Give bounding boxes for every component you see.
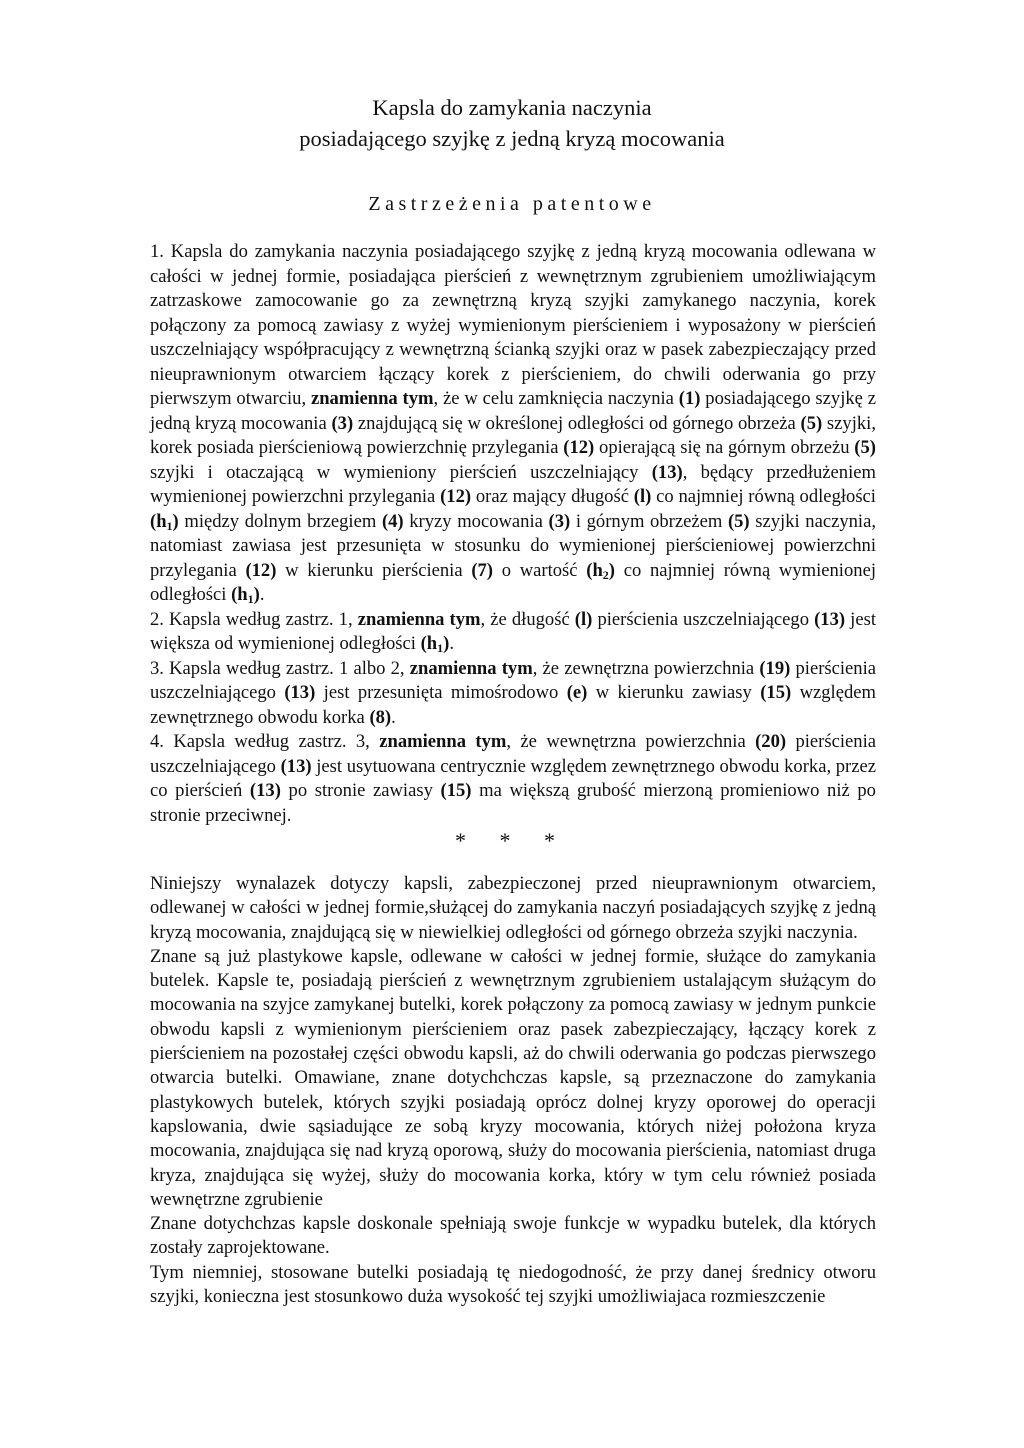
claim-text-segment: ) [172,510,179,532]
document-title [0,92,1024,154]
claim-text-segment: ma większą grubość mierzoną promieniowo niż po stronie przeciwnej. [150,780,876,826]
claim-text-segment: (7) [471,559,493,581]
claim-text-segment: posiadającego szyjkę z jedną kryzą mocowania [150,388,876,434]
claim-text-segment: (h [420,633,438,654]
claim-text-segment: co najmniej równą odległości [651,486,876,507]
claim-text-segment: opierającą się na górnym obrzeżu [594,437,855,458]
claim-text-segment: (e) [566,682,588,703]
claim-text-segment: co najmniej równą wymienionej odległości [150,559,876,605]
claim-text-segment: oraz mający długość [471,486,634,507]
claim-text-segment: (h [150,510,167,532]
claim-text-segment: (l) [574,608,593,630]
claim-text-segment: 2 [602,567,609,582]
claim-text-segment: (1) [678,388,701,409]
claim-text-segment: , że w celu zamknięcia naczynia [433,388,679,409]
claim-text-segment: (h [231,584,248,605]
claim-text-segment: szyjki i otaczającą w wymieniony pierścień uszczelniający [150,461,652,483]
description-paragraph: Znane są już plastykowe kapsle, odlewane w całości w jednej formie, służące do zamykania butelek. Kapsle te, posiadają pierścień z wewnętrznym zgrubieniem ustalającym służącym do mocowania na szyjce zamykanej butelki, korek połączony za pomocą zawiasy w jednym punkcie obwodu kapsli z wymienionym pierścieniem oraz pasek zabezpieczający, łączący korek z pierścieniem na pozostałej części obwodu kapsli, aż do chwili oderwania go podczas pierwszego otwarcia butelki. Omawiane, znane dotychchczas kapsle, są przeznaczone do zamykania plastykowych butelek, których szyjki posiadają oprócz dolnej kryzy oporowej do operacji kapslowania, dwie sąsiadujące ze sobą kryzy mocowania, których niżej położona kryza mocowania, znajdująca się nad kryzą oporową, służy do mocowania pierścienia, natomiast druga kryza, znajdująca się wyżej, służy do mocowania korka, który w tym celu również posiada wewnętrzne zgrubienie [150,945,876,1210]
claim-text-segment: (l) [633,486,652,507]
description-section [150,872,876,1309]
claim-text-segment: jest usytuowana centrycznie względem zewnętrznego obwodu korka, przez co pierścień [150,755,876,801]
claim-text-segment: (3) [331,412,354,434]
claim-text-segment: i górnym obrzeżem [570,510,728,532]
title-line-2: posiadającego szyjkę z jedną kryzą mocowania [299,126,725,151]
claim-text-segment: ) [443,633,450,654]
claim-text-segment: 1 [166,518,173,533]
claim-text-segment: (15) [760,682,792,703]
claim-text-segment: , że zewnętrzna powierzchnia [532,657,760,679]
claim-text-segment: pierścienia uszczelniającego [592,608,815,630]
claim-text-segment: pierścienia uszczelniającego [150,731,877,777]
claim-text-segment: (15) [440,780,472,801]
claim-text-segment: 3. Kapsla według zastrz. 1 albo 2, [150,657,410,679]
claim-text-segment: , będący przedłużeniem wymienionej powierzchni przylegania [150,461,876,507]
claim-text-segment: szyjki, korek posiada pierścieniową powierzchnię przylegania [150,412,876,458]
claim-text-segment: po stronie zawiasy [280,780,441,801]
claim-text-segment: znamienna tym [379,731,507,752]
claim-text-segment: (5) [854,437,876,458]
claim-text-segment: w kierunku zawiasy [587,682,761,703]
claim-text-segment: (13) [249,780,281,801]
claims-section [150,240,876,828]
claim-text-segment: (5) [727,510,750,532]
claim-text-segment: 2. Kapsla według zastrz. 1, [150,608,358,630]
claim-text-segment: (12) [245,559,277,581]
claim-text-segment: (3) [548,510,571,532]
claim-text-segment: (13) [280,755,312,777]
claim-text-segment: (8) [369,706,392,728]
claim-text-segment: jest większa od wymienionej odległości [150,608,876,654]
claim-1-paragraph [150,240,876,608]
description-paragraph: Znane dotychchzas kapsle doskonale spełniają swoje funkcje w wypadku butelek, dla których zostały zaprojektowane. [150,1213,876,1259]
claim-3-paragraph [150,657,876,731]
claim-text-segment: (h [586,559,603,581]
description-paragraph: Niniejszy wynalazek dotyczy kapsli, zabezpieczonej przed nieuprawnionym otwarciem, odlewanej w całości w jednej formie,służącej do zamykania naczyń posiadających szyjkę z jedną kryzą mocowania, znajdującą się w niewielkiej odległości od górnego obrzeża szyjki naczynia. [150,873,876,943]
claim-text-segment: o wartość [493,559,587,581]
claim-text-segment: 1. Kapsla do zamykania naczynia posiadającego szyjkę z jedną kryzą mocowania odlewana w całości w jednej formie, posiadająca pierścień z wewnętrznym zgrubieniem umożliwiającym zatrzaskowe zamocowanie go za zewnętrzną kryzą szyjki zamykanego naczynia, korek połączony za pomocą zawiasy z wyżej wymienionym pierścieniem i wyposażony w pierścień uszczelniający współpracujący z wewnętrzną ścianką szyjki oraz w pasek zabezpieczający przed nieuprawnionym otwarciem łączący korek z pierścieniem, do chwili oderwania go przy pierwszym otwarciu, [150,241,876,409]
claim-text-segment: znajdującą się w określonej odległości od górnego obrzeża [353,412,801,434]
claim-text-segment: . [259,584,265,605]
description-paragraph: Tym niemniej, stosowane butelki posiadają tę niedogodność, że przy danej średnicy otworu szyjki, konieczna jest stosunkowo duża wysokość tej szyjki umożliwiajaca rozmieszczenie [150,1261,876,1308]
claim-text-segment: . [449,633,454,654]
claim-text-segment: , że długość [480,608,575,630]
claim-text-segment: ) [253,584,260,605]
claim-text-segment: jest przesunięta mimośrodowo [315,682,567,703]
claim-text-segment: między dolnym brzegiem [178,510,382,532]
claim-text-segment: znamienna tym [310,388,434,409]
claims-heading: Zastrzeżenia patentowe [368,193,656,215]
claim-text-segment: (19) [759,657,791,679]
claim-text-segment: (12) [440,486,472,507]
claim-text-segment: kryzy mocowania [403,510,549,532]
claim-text-segment: (4) [381,510,404,532]
claim-2-paragraph [150,608,876,657]
section-separator: * * * [455,828,569,853]
claim-text-segment: w kierunku pierścienia [276,559,472,581]
claim-text-segment: znamienna tym [409,657,533,679]
claim-text-segment: , że wewnętrzna powierzchnia [506,731,756,752]
claim-text-segment: ) [608,559,615,581]
claim-text-segment: (13) [284,682,316,703]
claim-4-paragraph [150,730,876,828]
claim-text-segment: (12) [563,437,595,458]
claim-text-segment: (20) [755,731,787,752]
claim-text-segment: (13) [651,461,683,483]
claim-text-segment: (13) [814,608,846,630]
claim-text-segment: znamienna tym [357,608,481,630]
claim-text-segment: . [391,706,396,728]
claim-text-segment: 4. Kapsla według zastrz. 3, [150,731,380,752]
claim-text-segment: 1 [437,641,444,655]
claim-text-segment: pierścienia uszczelniającego [150,657,877,703]
claim-text-segment: względem zewnętrznego obwodu korka [150,682,876,728]
claim-text-segment: (5) [800,412,823,434]
claim-text-segment: szyjki naczynia, natomiast zawiasa jest przesunięta w stosunku do wymienionej pierścieniowej powierzchni przylegania [150,510,876,581]
title-line-1: Kapsla do zamykania naczynia [372,95,652,120]
claim-text-segment: 1 [247,592,254,606]
